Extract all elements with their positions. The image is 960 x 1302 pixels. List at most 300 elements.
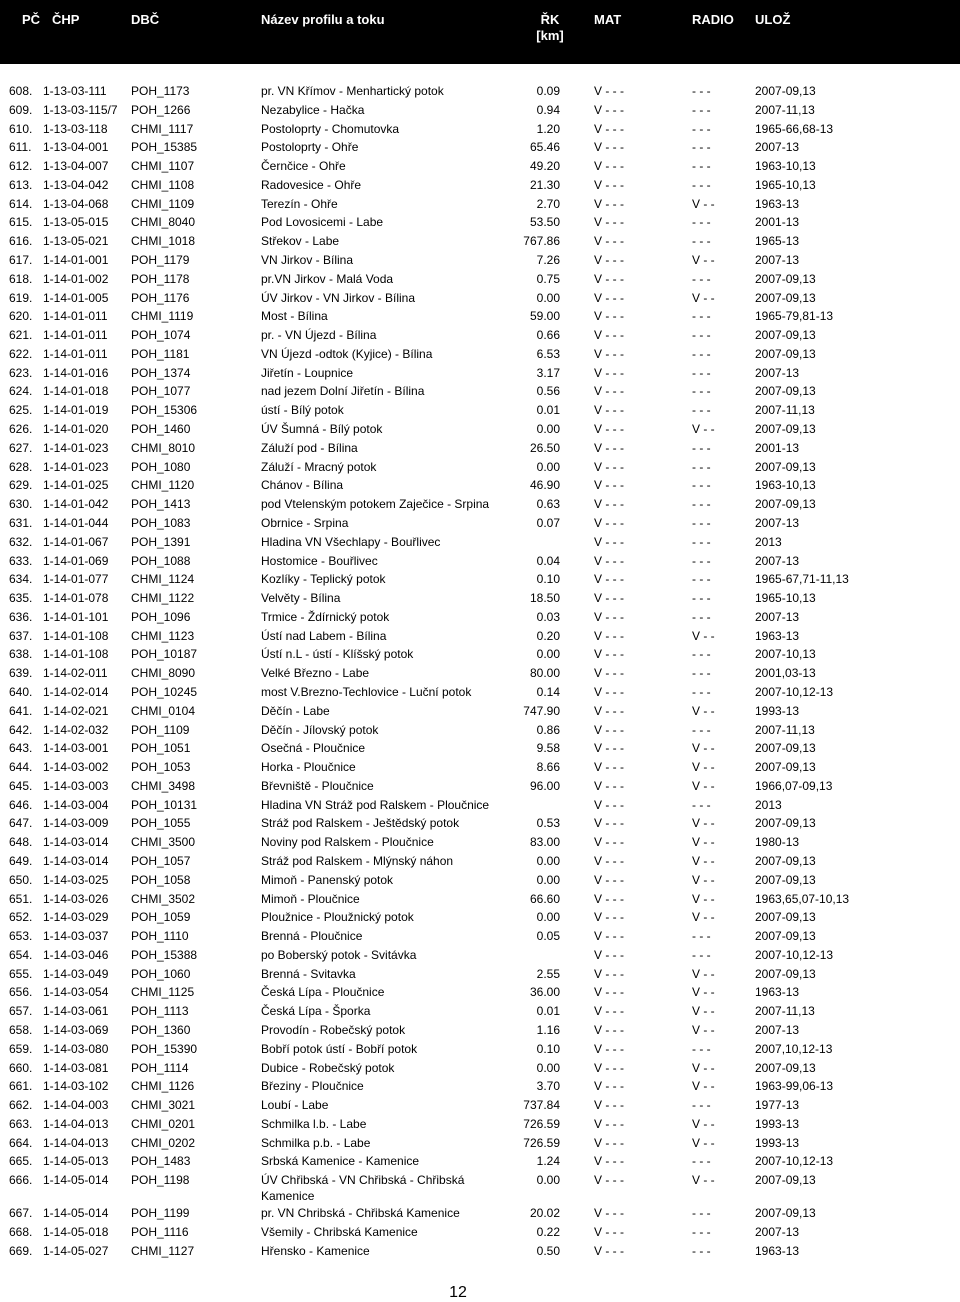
radio-flags: - - - bbox=[692, 722, 711, 737]
table-row bbox=[0, 421, 960, 440]
chp-code: 1-14-02-032 bbox=[43, 722, 109, 737]
profile-name: ÚV Chřibská - VN Chřibská - Chřibská bbox=[261, 1173, 465, 1188]
table-row bbox=[0, 1022, 960, 1041]
table-row bbox=[0, 346, 960, 365]
river-km: 0.05 bbox=[536, 929, 560, 944]
table-row bbox=[0, 1172, 960, 1204]
radio-flags: - - - bbox=[692, 177, 711, 192]
header-mat: MAT bbox=[594, 12, 622, 27]
mat-flags: V - - - bbox=[594, 703, 624, 718]
table-row bbox=[0, 684, 960, 703]
dbc-code: POH_1413 bbox=[131, 497, 191, 512]
chp-code: 1-14-03-080 bbox=[43, 1041, 109, 1056]
storage-years: 1965-10,13 bbox=[755, 591, 816, 606]
storage-years: 2007-09,13 bbox=[755, 1060, 816, 1075]
mat-flags: V - - - bbox=[594, 102, 624, 117]
river-km: 0.75 bbox=[536, 271, 560, 286]
header-pc: PČ bbox=[22, 12, 41, 27]
dbc-code: POH_1266 bbox=[131, 102, 191, 117]
chp-code: 1-14-01-101 bbox=[43, 609, 109, 624]
radio-flags: - - - bbox=[692, 384, 711, 399]
dbc-code: POH_15388 bbox=[131, 947, 198, 962]
radio-flags: V - - bbox=[692, 910, 715, 925]
radio-flags: V - - bbox=[692, 253, 715, 268]
table-row bbox=[0, 271, 960, 290]
profile-name: Schmilka l.b. - Labe bbox=[261, 1116, 367, 1131]
river-km: 0.00 bbox=[536, 872, 560, 887]
profile-name: Pod Lovosicemi - Labe bbox=[261, 215, 384, 230]
row-number: 669. bbox=[9, 1243, 33, 1258]
chp-code: 1-14-01-011 bbox=[43, 328, 108, 343]
dbc-code: POH_1391 bbox=[131, 534, 191, 549]
table-row bbox=[0, 1224, 960, 1243]
profile-name: Děčín - Jílovský potok bbox=[261, 722, 379, 737]
chp-code: 1-14-05-014 bbox=[43, 1206, 109, 1221]
row-number: 660. bbox=[9, 1060, 33, 1075]
profile-name: Provodín - Robečský potok bbox=[261, 1023, 406, 1037]
profile-name: ÚV Jirkov - VN Jirkov - Bílina bbox=[261, 290, 416, 305]
river-km: 7.26 bbox=[536, 253, 560, 268]
dbc-code: POH_1109 bbox=[131, 722, 190, 737]
table-row bbox=[0, 740, 960, 759]
dbc-code: CHMI_0202 bbox=[131, 1135, 196, 1150]
chp-code: 1-14-03-025 bbox=[43, 872, 109, 887]
mat-flags: V - - - bbox=[594, 778, 624, 793]
row-number: 633. bbox=[9, 553, 33, 568]
mat-flags: V - - - bbox=[594, 459, 624, 474]
table-row bbox=[0, 402, 960, 421]
mat-flags: V - - - bbox=[594, 384, 624, 399]
chp-code: 1-13-04-042 bbox=[43, 177, 109, 192]
profile-name: Stráž pod Ralskem - Ještědský potok bbox=[261, 816, 460, 831]
dbc-code: CHMI_1109 bbox=[131, 196, 195, 211]
radio-flags: - - - bbox=[692, 403, 711, 418]
storage-years: 2007-10,12-13 bbox=[755, 947, 834, 962]
mat-flags: V - - - bbox=[594, 440, 624, 455]
profile-name: VN Jirkov - Bílina bbox=[261, 253, 354, 268]
storage-years: 1965-67,71-11,13 bbox=[755, 572, 849, 587]
dbc-code: CHMI_1117 bbox=[131, 121, 194, 136]
profile-name: most V.Brezno-Techlovice - Luční potok bbox=[261, 684, 472, 699]
page-number: 12 bbox=[449, 1284, 467, 1301]
row-number: 615. bbox=[9, 215, 33, 230]
mat-flags: V - - - bbox=[594, 121, 624, 136]
header-dbc: DBČ bbox=[131, 12, 160, 27]
table-row bbox=[0, 1243, 960, 1262]
mat-flags: V - - - bbox=[594, 985, 624, 1000]
table-row bbox=[0, 440, 960, 459]
river-km: 767.86 bbox=[523, 234, 560, 249]
dbc-code: POH_1116 bbox=[131, 1224, 189, 1239]
radio-flags: V - - bbox=[692, 891, 715, 906]
chp-code: 1-14-03-046 bbox=[43, 947, 109, 962]
dbc-code: POH_1114 bbox=[131, 1060, 189, 1075]
dbc-code: POH_1181 bbox=[131, 346, 190, 361]
river-km: 0.86 bbox=[536, 722, 560, 737]
storage-years: 1965-66,68-13 bbox=[755, 121, 834, 136]
profile-name-continued: Kamenice bbox=[261, 1189, 315, 1204]
mat-flags: V - - - bbox=[594, 947, 624, 962]
table-row bbox=[0, 139, 960, 158]
profile-name: Postoloprty - Chomutovka bbox=[261, 121, 400, 136]
profile-name: Most - Bílina bbox=[261, 309, 328, 324]
storage-years: 2007-09,13 bbox=[755, 741, 816, 756]
table-row bbox=[0, 628, 960, 647]
river-km: 3.70 bbox=[536, 1079, 560, 1094]
mat-flags: V - - - bbox=[594, 910, 624, 925]
river-km: 0.04 bbox=[536, 553, 560, 568]
river-km: 0.09 bbox=[536, 84, 560, 98]
mat-flags: V - - - bbox=[594, 1173, 624, 1188]
profile-name: Záluží pod - Bílina bbox=[261, 440, 358, 455]
row-number: 641. bbox=[9, 703, 33, 718]
profile-name: nad jezem Dolní Jiřetín - Bílina bbox=[261, 384, 425, 399]
chp-code: 1-14-05-014 bbox=[43, 1173, 109, 1188]
profile-name: Dubice - Robečský potok bbox=[261, 1060, 395, 1075]
dbc-code: POH_1198 bbox=[131, 1173, 190, 1188]
river-km: 18.50 bbox=[529, 591, 560, 606]
row-number: 642. bbox=[9, 722, 33, 737]
profile-name: Černčice - Ohře bbox=[261, 159, 346, 174]
dbc-code: POH_1374 bbox=[131, 365, 191, 380]
table-row bbox=[0, 1078, 960, 1097]
dbc-code: POH_1057 bbox=[131, 853, 191, 868]
profile-name: Loubí - Labe bbox=[261, 1098, 329, 1113]
dbc-code: CHMI_1124 bbox=[131, 572, 195, 587]
table-row bbox=[0, 928, 960, 947]
row-number: 655. bbox=[9, 966, 33, 981]
header-name: Název profilu a toku bbox=[261, 12, 385, 27]
river-km: 0.22 bbox=[536, 1224, 560, 1239]
row-number: 658. bbox=[9, 1023, 33, 1037]
profile-name: po Boberský potok - Svitávka bbox=[261, 947, 417, 962]
radio-flags: V - - bbox=[692, 703, 715, 718]
storage-years: 1963,65,07-10,13 bbox=[755, 891, 850, 906]
radio-flags: V - - bbox=[692, 760, 715, 775]
chp-code: 1-14-03-001 bbox=[43, 741, 109, 756]
mat-flags: V - - - bbox=[594, 1116, 624, 1131]
profile-name: Jiřetín - Loupnice bbox=[261, 365, 354, 380]
row-number: 625. bbox=[9, 403, 33, 418]
dbc-code: CHMI_1127 bbox=[131, 1243, 195, 1258]
radio-flags: V - - bbox=[692, 816, 715, 831]
radio-flags: V - - bbox=[692, 778, 715, 793]
chp-code: 1-14-02-021 bbox=[43, 703, 109, 718]
storage-years: 1963-10,13 bbox=[755, 159, 816, 174]
storage-years: 2007-11,13 bbox=[755, 102, 815, 117]
radio-flags: - - - bbox=[692, 478, 711, 493]
row-number: 632. bbox=[9, 534, 33, 549]
chp-code: 1-14-01-108 bbox=[43, 647, 109, 662]
dbc-code: POH_10245 bbox=[131, 684, 198, 699]
row-number: 610. bbox=[9, 121, 33, 136]
table-row bbox=[0, 177, 960, 196]
radio-flags: V - - bbox=[692, 1173, 715, 1188]
radio-flags: - - - bbox=[692, 309, 711, 324]
table-row bbox=[0, 797, 960, 816]
chp-code: 1-14-03-014 bbox=[43, 853, 109, 868]
storage-years: 2007-10,12-13 bbox=[755, 1154, 834, 1169]
dbc-code: POH_1058 bbox=[131, 872, 191, 887]
river-km: 66.60 bbox=[529, 891, 560, 906]
chp-code: 1-14-04-013 bbox=[43, 1116, 109, 1131]
storage-years: 2007-09,13 bbox=[755, 1206, 816, 1221]
mat-flags: V - - - bbox=[594, 666, 624, 681]
row-number: 662. bbox=[9, 1098, 33, 1113]
header-rk: ŘK bbox=[540, 12, 560, 27]
river-km: 0.00 bbox=[536, 290, 560, 305]
river-km: 3.17 bbox=[536, 365, 560, 380]
row-number: 621. bbox=[9, 328, 33, 343]
row-number: 653. bbox=[9, 929, 33, 944]
chp-code: 1-14-01-011 bbox=[43, 309, 108, 324]
storage-years: 1963-13 bbox=[755, 628, 800, 643]
chp-code: 1-13-04-068 bbox=[43, 196, 109, 211]
radio-flags: - - - bbox=[692, 328, 711, 343]
profile-name: Mimoň - Ploučnice bbox=[261, 891, 360, 906]
profile-name: Stráž pod Ralskem - Mlýnský náhon bbox=[261, 853, 454, 868]
mat-flags: V - - - bbox=[594, 647, 624, 662]
chp-code: 1-14-01-016 bbox=[43, 365, 109, 380]
storage-years: 2001-13 bbox=[755, 440, 800, 455]
dbc-code: POH_1483 bbox=[131, 1154, 191, 1169]
table-row bbox=[0, 1153, 960, 1172]
radio-flags: - - - bbox=[692, 647, 711, 662]
table-row bbox=[0, 891, 960, 910]
dbc-code: POH_1460 bbox=[131, 422, 191, 437]
chp-code: 1-14-01-023 bbox=[43, 440, 109, 455]
table-row bbox=[0, 1205, 960, 1224]
mat-flags: V - - - bbox=[594, 1243, 624, 1258]
river-km: 0.00 bbox=[536, 647, 560, 662]
river-km: 726.59 bbox=[523, 1135, 560, 1150]
dbc-code: POH_1077 bbox=[131, 384, 191, 399]
profile-name: Březiny - Ploučnice bbox=[261, 1079, 364, 1094]
mat-flags: V - - - bbox=[594, 234, 624, 249]
radio-flags: - - - bbox=[692, 440, 711, 455]
storage-years: 2013 bbox=[755, 534, 782, 549]
river-km: 0.20 bbox=[536, 628, 560, 643]
mat-flags: V - - - bbox=[594, 1060, 624, 1075]
table-row bbox=[0, 158, 960, 177]
mat-flags: V - - - bbox=[594, 534, 624, 549]
mat-flags: V - - - bbox=[594, 403, 624, 418]
row-number: 644. bbox=[9, 760, 33, 775]
dbc-code: POH_1360 bbox=[131, 1023, 191, 1037]
table-row bbox=[0, 609, 960, 628]
mat-flags: V - - - bbox=[594, 271, 624, 286]
row-number: 626. bbox=[9, 422, 33, 437]
profile-name: Osečná - Ploučnice bbox=[261, 741, 366, 756]
table-header bbox=[0, 0, 960, 64]
table-row bbox=[0, 477, 960, 496]
mat-flags: V - - - bbox=[594, 891, 624, 906]
dbc-code: CHMI_1107 bbox=[131, 159, 195, 174]
table-row bbox=[0, 778, 960, 797]
radio-flags: V - - bbox=[692, 853, 715, 868]
profile-name: ÚV Šumná - Bílý potok bbox=[261, 422, 383, 437]
mat-flags: V - - - bbox=[594, 816, 624, 831]
row-number: 609. bbox=[9, 102, 33, 117]
dbc-code: POH_10131 bbox=[131, 797, 198, 812]
radio-flags: V - - bbox=[692, 966, 715, 981]
dbc-code: CHMI_1125 bbox=[131, 985, 195, 1000]
radio-flags: - - - bbox=[692, 365, 711, 380]
chp-code: 1-14-03-081 bbox=[43, 1060, 109, 1075]
profile-name: Velvěty - Bílina bbox=[261, 591, 341, 606]
table-row bbox=[0, 383, 960, 402]
radio-flags: - - - bbox=[692, 1224, 711, 1239]
chp-code: 1-14-03-002 bbox=[43, 760, 109, 775]
mat-flags: V - - - bbox=[594, 253, 624, 268]
radio-flags: - - - bbox=[692, 459, 711, 474]
storage-years: 2007-09,13 bbox=[755, 853, 816, 868]
profile-name: ústí - Bílý potok bbox=[261, 403, 344, 418]
profile-name: Česká Lípa - Ploučnice bbox=[261, 985, 385, 1000]
storage-years: 2007-13 bbox=[755, 365, 800, 380]
river-km: 0.07 bbox=[536, 515, 560, 530]
mat-flags: V - - - bbox=[594, 966, 624, 981]
radio-flags: - - - bbox=[692, 572, 711, 587]
table-row bbox=[0, 834, 960, 853]
mat-flags: V - - - bbox=[594, 835, 624, 850]
river-km: 0.00 bbox=[536, 910, 560, 925]
row-number: 656. bbox=[9, 985, 33, 1000]
dbc-code: CHMI_8040 bbox=[131, 215, 196, 230]
radio-flags: V - - bbox=[692, 196, 715, 211]
profile-name: Kozlíky - Teplický potok bbox=[261, 572, 386, 587]
dbc-code: POH_1173 bbox=[131, 84, 190, 98]
row-number: 624. bbox=[9, 384, 33, 399]
mat-flags: V - - - bbox=[594, 196, 624, 211]
profile-name: VN Újezd -odtok (Kyjice) - Bílina bbox=[261, 346, 433, 361]
radio-flags: - - - bbox=[692, 666, 711, 681]
chp-code: 1-13-03-118 bbox=[43, 121, 108, 136]
chp-code: 1-14-01-011 bbox=[43, 346, 108, 361]
storage-years: 2013 bbox=[755, 797, 782, 812]
dbc-code: CHMI_0201 bbox=[131, 1116, 196, 1131]
radio-flags: V - - bbox=[692, 422, 715, 437]
chp-code: 1-14-03-014 bbox=[43, 835, 109, 850]
mat-flags: V - - - bbox=[594, 797, 624, 812]
radio-flags: - - - bbox=[692, 1243, 711, 1258]
profile-name: Radovesice - Ohře bbox=[261, 177, 362, 192]
river-km: 0.14 bbox=[536, 684, 560, 699]
mat-flags: V - - - bbox=[594, 929, 624, 944]
radio-flags: - - - bbox=[692, 234, 711, 249]
profile-name: pr. VN Křímov - Menhartický potok bbox=[261, 84, 444, 98]
river-km: 2.70 bbox=[536, 196, 560, 211]
storage-years: 1993-13 bbox=[755, 1135, 800, 1150]
river-km: 747.90 bbox=[523, 703, 560, 718]
chp-code: 1-14-02-011 bbox=[43, 666, 108, 681]
storage-years: 2007-13 bbox=[755, 140, 800, 155]
row-number: 646. bbox=[9, 797, 33, 812]
storage-years: 2007-09,13 bbox=[755, 384, 816, 399]
dbc-code: CHMI_1120 bbox=[131, 478, 195, 493]
profile-name: Děčín - Labe bbox=[261, 703, 330, 718]
chp-code: 1-14-03-037 bbox=[43, 929, 109, 944]
river-km: 20.02 bbox=[529, 1206, 560, 1221]
storage-years: 2007-09,13 bbox=[755, 966, 816, 981]
storage-years: 2007-10,12-13 bbox=[755, 684, 834, 699]
row-number: 634. bbox=[9, 572, 33, 587]
river-km: 0.94 bbox=[536, 102, 560, 117]
table-row bbox=[0, 459, 960, 478]
dbc-code: CHMI_1018 bbox=[131, 234, 196, 249]
mat-flags: V - - - bbox=[594, 290, 624, 305]
chp-code: 1-14-01-108 bbox=[43, 628, 109, 643]
profile-name: Chánov - Bílina bbox=[261, 478, 344, 493]
mat-flags: V - - - bbox=[594, 478, 624, 493]
table-row bbox=[0, 571, 960, 590]
mat-flags: V - - - bbox=[594, 309, 624, 324]
river-km: 0.56 bbox=[536, 384, 560, 399]
radio-flags: - - - bbox=[692, 1206, 711, 1221]
storage-years: 2007-11,13 bbox=[755, 1004, 815, 1019]
mat-flags: V - - - bbox=[594, 365, 624, 380]
chp-code: 1-14-01-069 bbox=[43, 553, 109, 568]
profile-name: Hladina VN Stráž pod Ralskem - Ploučnice bbox=[261, 797, 490, 812]
profile-name: Všemily - Chribská Kamenice bbox=[261, 1224, 418, 1239]
radio-flags: - - - bbox=[692, 497, 711, 512]
storage-years: 2001,03-13 bbox=[755, 666, 816, 681]
dbc-code: POH_1051 bbox=[131, 741, 191, 756]
chp-code: 1-14-03-069 bbox=[43, 1023, 109, 1037]
dbc-code: CHMI_3498 bbox=[131, 778, 196, 793]
river-km: 1.24 bbox=[536, 1154, 560, 1169]
storage-years: 2007-13 bbox=[755, 515, 800, 530]
chp-code: 1-14-01-019 bbox=[43, 403, 109, 418]
row-number: 651. bbox=[9, 891, 33, 906]
mat-flags: V - - - bbox=[594, 1079, 624, 1094]
storage-years: 2007-09,13 bbox=[755, 84, 816, 98]
river-km: 726.59 bbox=[523, 1116, 560, 1131]
profile-name: pod Vtelenským potokem Zaječice - Srpina bbox=[261, 497, 490, 512]
row-number: 647. bbox=[9, 816, 33, 831]
dbc-code: POH_15390 bbox=[131, 1041, 198, 1056]
dbc-code: CHMI_1122 bbox=[131, 591, 195, 606]
table-row bbox=[0, 365, 960, 384]
profile-name: Obrnice - Srpina bbox=[261, 515, 349, 530]
row-number: 636. bbox=[9, 609, 33, 624]
chp-code: 1-14-03-061 bbox=[43, 1004, 109, 1019]
storage-years: 2007-09,13 bbox=[755, 872, 816, 887]
mat-flags: V - - - bbox=[594, 215, 624, 230]
table-row bbox=[0, 872, 960, 891]
storage-years: 1965-13 bbox=[755, 234, 800, 249]
storage-years: 1977-13 bbox=[755, 1098, 800, 1113]
storage-years: 2007-09,13 bbox=[755, 290, 816, 305]
river-km: 1.20 bbox=[536, 121, 560, 136]
dbc-code: CHMI_3021 bbox=[131, 1098, 196, 1113]
row-number: 645. bbox=[9, 778, 33, 793]
profile-name: Trmice - Ždírnický potok bbox=[261, 609, 390, 624]
chp-code: 1-14-01-044 bbox=[43, 515, 109, 530]
mat-flags: V - - - bbox=[594, 609, 624, 624]
storage-years: 1993-13 bbox=[755, 1116, 800, 1131]
dbc-code: CHMI_1108 bbox=[131, 177, 195, 192]
radio-flags: V - - bbox=[692, 1023, 715, 1037]
radio-flags: - - - bbox=[692, 534, 711, 549]
header-chp: ČHP bbox=[52, 12, 80, 27]
row-number: 664. bbox=[9, 1135, 33, 1150]
row-number: 608. bbox=[9, 84, 33, 98]
radio-flags: V - - bbox=[692, 1060, 715, 1075]
radio-flags: V - - bbox=[692, 872, 715, 887]
dbc-code: CHMI_1123 bbox=[131, 628, 195, 643]
chp-code: 1-14-03-026 bbox=[43, 891, 109, 906]
